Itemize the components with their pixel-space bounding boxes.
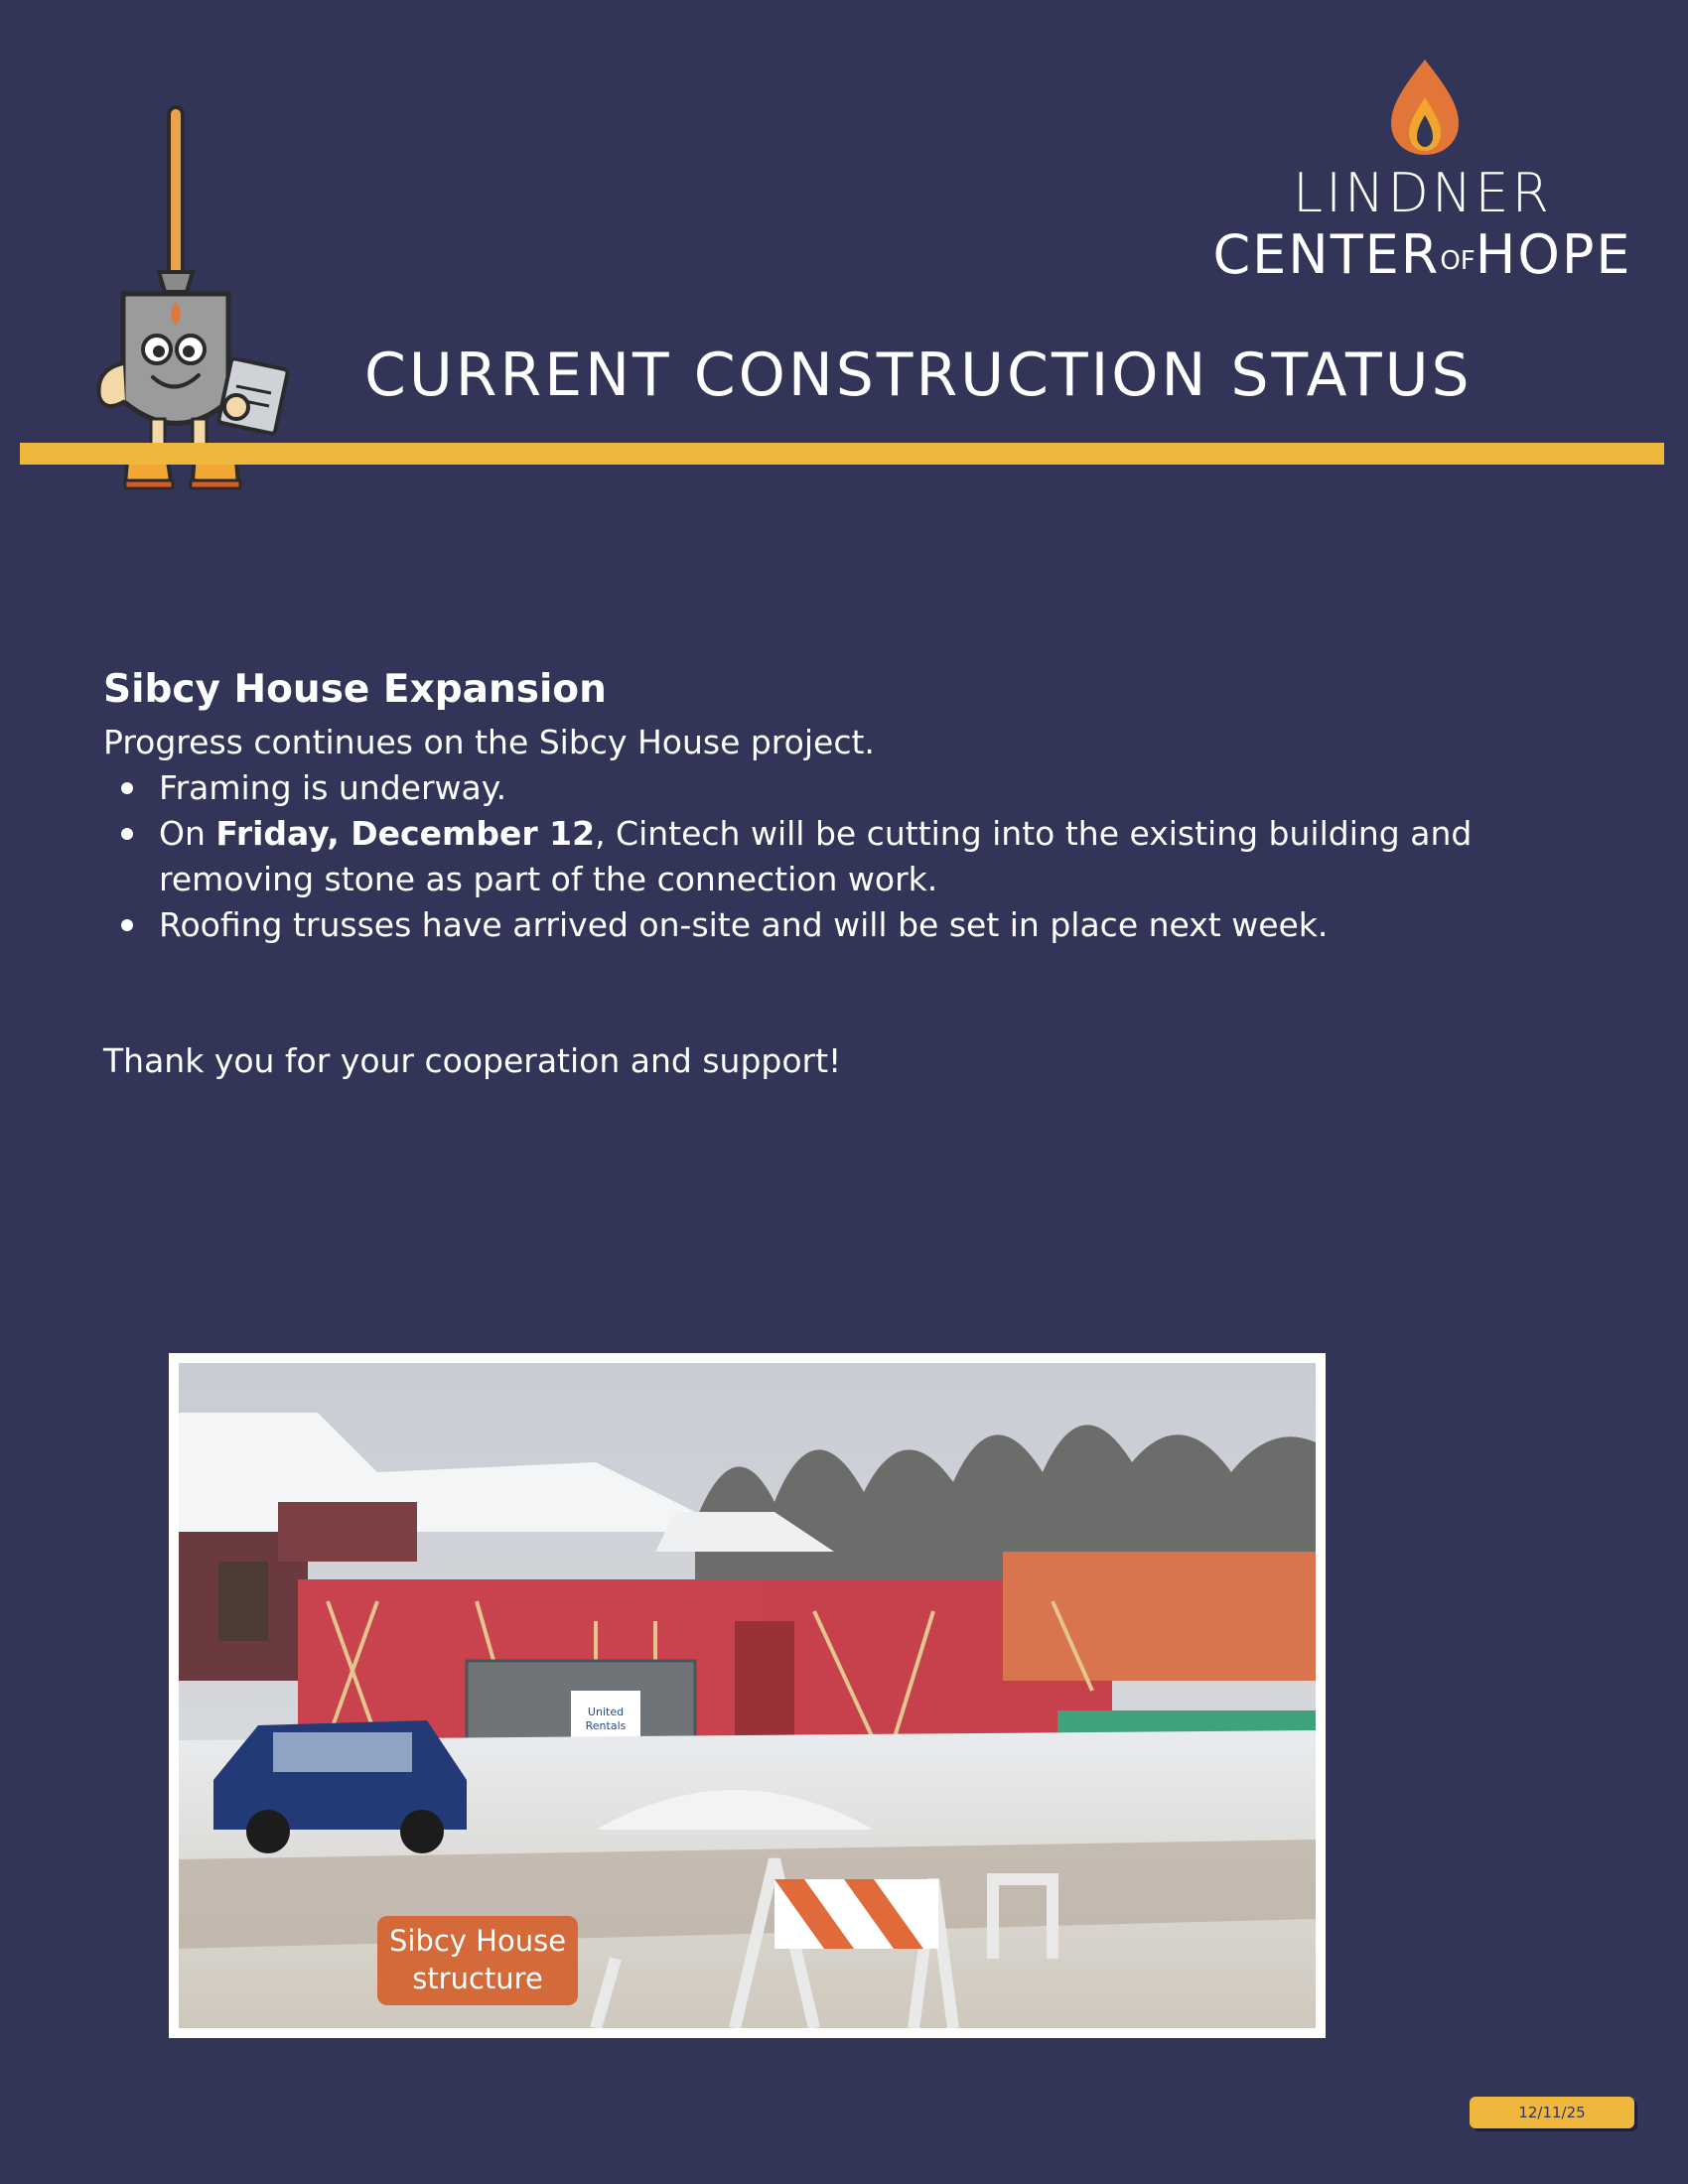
photo-caption-line1: Sibcy House [388, 1924, 567, 1958]
logo-name-line2 [1196, 223, 1648, 286]
photo-caption-line2: structure [412, 1962, 543, 1995]
closing-note: Thank you for your cooperation and support! [103, 1041, 842, 1080]
list-item [159, 902, 1613, 948]
logo-hope-word: HOPE [1475, 223, 1632, 286]
bullet-list [103, 765, 1613, 948]
bullet-date-bold: Friday, December 12 [215, 814, 596, 853]
page-title: CURRENT CONSTRUCTION STATUS [364, 341, 1473, 410]
title-divider [20, 443, 1664, 465]
section-heading: Sibcy House Expansion [103, 667, 607, 712]
flame-logo-icon [1385, 58, 1465, 157]
logo-center-word: CENTER [1212, 223, 1441, 286]
bullet-text: Roofing trusses have arrived on-site and will be set in place next week. [159, 905, 1329, 944]
photo-caption [377, 1916, 578, 2005]
section-body [103, 660, 1613, 948]
date-badge: 12/11/25 [1470, 2097, 1634, 2128]
bullet-text: , Cintech will be cutting into the existing building and removing stone as part of the connection work. [159, 814, 1473, 898]
container-label-rentals: Rentals [585, 1719, 627, 1732]
logo-name-line1: LINDNER [1292, 162, 1553, 224]
section-intro: Progress continues on the Sibcy House project. [103, 723, 875, 761]
list-item [159, 765, 1613, 811]
lindner-logo [1196, 58, 1648, 296]
list-item [159, 811, 1613, 902]
logo-of-word: OF [1440, 246, 1476, 276]
bullet-text: Framing is underway. [159, 768, 507, 807]
container-label-united: United [587, 1706, 625, 1718]
shovel-mascot-icon [87, 103, 306, 500]
construction-photo-frame [169, 1353, 1326, 2038]
construction-photo [179, 1363, 1316, 2028]
bullet-prefix: On [159, 814, 216, 853]
